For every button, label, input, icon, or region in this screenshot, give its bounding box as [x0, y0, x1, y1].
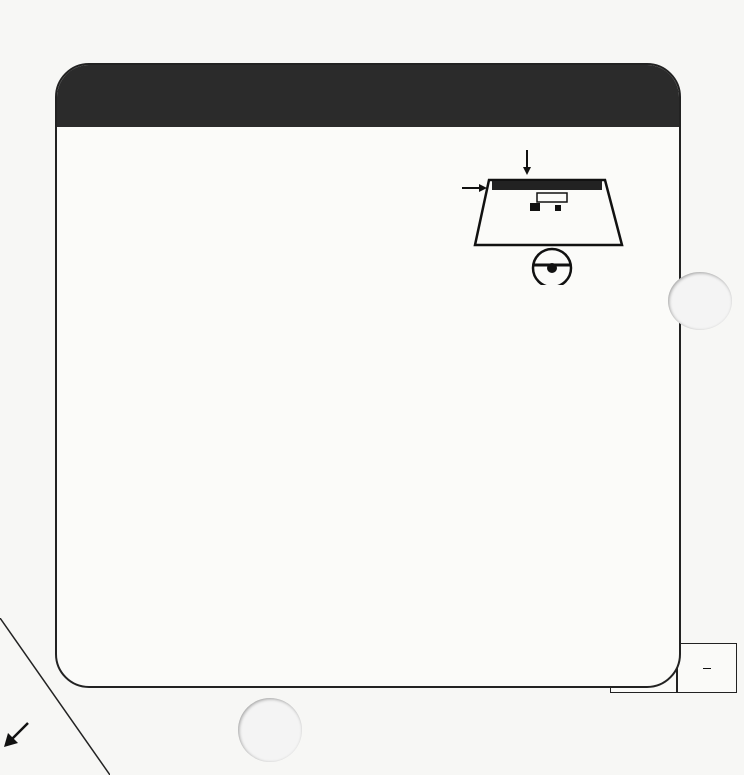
- windscreen-diagram: [457, 145, 637, 285]
- vignette-card: [55, 63, 681, 688]
- peel-corner: [0, 618, 110, 775]
- dez-month: [703, 668, 711, 669]
- punch-hole-month: [238, 698, 302, 762]
- dez-box-2: [677, 643, 737, 693]
- punch-hole-day: [668, 272, 732, 330]
- banner-title: [57, 65, 679, 127]
